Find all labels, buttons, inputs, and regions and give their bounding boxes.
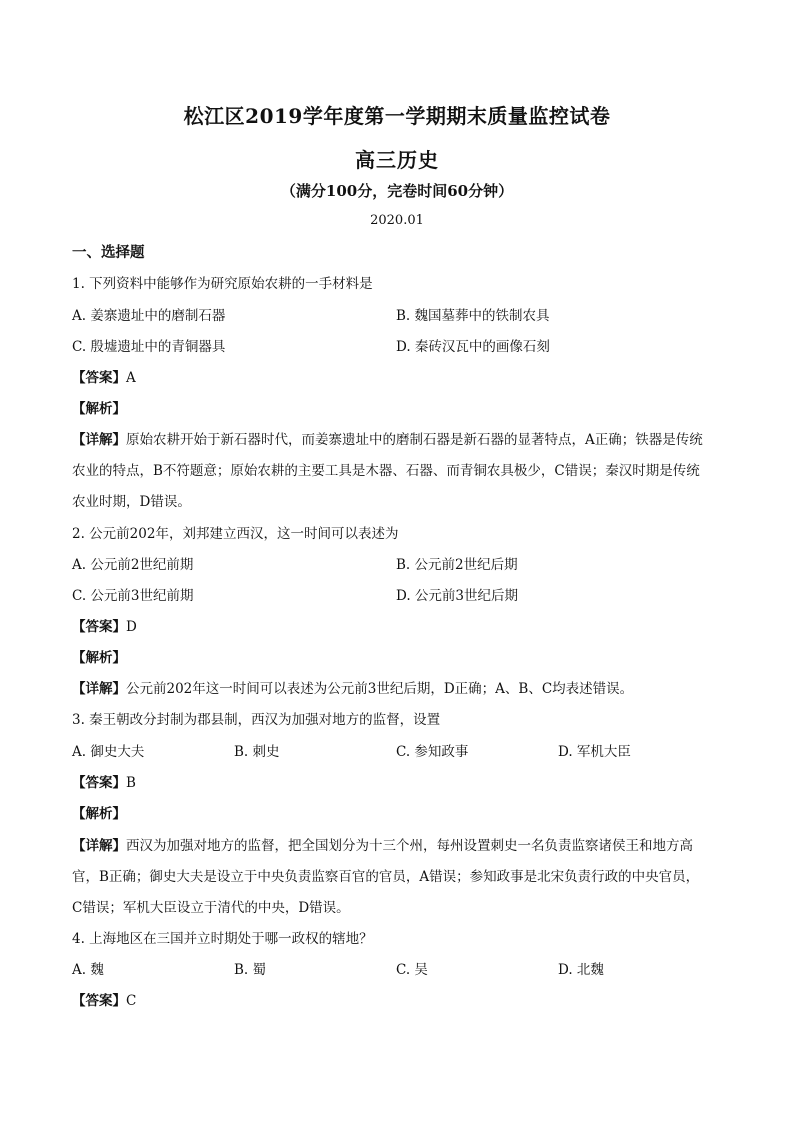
detail-label: 【详解】 xyxy=(72,432,126,448)
question-4-answer xyxy=(72,991,136,1011)
detail-label: 【详解】 xyxy=(72,681,126,697)
answer-value: A xyxy=(126,370,136,386)
question-3-detail-line-1 xyxy=(72,836,693,856)
question-2-detail-line-1 xyxy=(72,679,633,699)
question-3-analysis-label: 【解析】 xyxy=(72,806,126,822)
answer-label: 【答案】 xyxy=(72,993,126,1009)
question-3-detail-line-3: C错误；军机大臣设立于清代的中央，D错误。 xyxy=(72,900,350,916)
question-2-analysis-label: 【解析】 xyxy=(72,650,126,666)
exam-date: 2020.01 xyxy=(370,213,424,228)
question-3-option-d: D. 军机大臣 xyxy=(558,744,631,760)
question-1-option-d: D. 秦砖汉瓦中的画像石刻 xyxy=(396,339,550,355)
detail-label: 【详解】 xyxy=(72,838,126,854)
question-1-detail-line-2: 农业的特点，B不符题意；原始农耕的主要工具是木器、石器、而青铜农具极少，C错误；秦汉时期是传统 xyxy=(72,463,700,479)
question-1-answer xyxy=(72,368,136,388)
question-2-stem: 2. 公元前202年，刘邦建立西汉，这一时间可以表述为 xyxy=(72,526,399,542)
detail-text: 原始农耕开始于新石器时代，而姜寨遗址中的磨制石器是新石器的显著特点，A正确；铁器是传统 xyxy=(126,432,703,448)
question-3-stem: 3. 秦王朝改分封制为郡县制，西汉为加强对地方的监督，设置 xyxy=(72,712,441,728)
question-2-option-b: B. 公元前2世纪后期 xyxy=(396,557,518,573)
question-1-detail-line-3: 农业时期，D错误。 xyxy=(72,494,191,510)
detail-text: 西汉为加强对地方的监督，把全国划分为十三个州，每州设置刺史一名负责监察诸侯王和地方高 xyxy=(126,838,693,854)
answer-label: 【答案】 xyxy=(72,775,126,791)
question-1-option-a: A. 姜寨遗址中的磨制石器 xyxy=(72,308,226,324)
question-3-answer xyxy=(72,773,136,793)
question-2-option-d: D. 公元前3世纪后期 xyxy=(396,588,519,604)
section-title: 一、选择题 xyxy=(72,244,145,261)
question-1-detail-line-1 xyxy=(72,430,703,450)
question-1-stem: 1. 下列资料中能够作为研究原始农耕的一手材料是 xyxy=(72,276,373,292)
answer-value: B xyxy=(126,775,136,791)
exam-info: （满分100分，完卷时间60分钟） xyxy=(280,182,514,200)
exam-subject: 高三历史 xyxy=(355,148,439,172)
question-4-option-a: A. 魏 xyxy=(72,962,104,978)
answer-value: C xyxy=(126,993,137,1009)
question-3-option-a: A. 御史大夫 xyxy=(72,744,145,760)
question-4-stem: 4. 上海地区在三国并立时期处于哪一政权的辖地？ xyxy=(72,931,373,947)
question-1-analysis-label: 【解析】 xyxy=(72,401,126,417)
question-2-option-c: C. 公元前3世纪前期 xyxy=(72,588,194,604)
question-3-option-b: B. 刺史 xyxy=(234,744,280,760)
answer-value: D xyxy=(126,619,137,635)
question-2-option-a: A. 公元前2世纪前期 xyxy=(72,557,194,573)
detail-text: 公元前202年这一时间可以表述为公元前3世纪后期，D正确；A、B、C均表述错误。 xyxy=(126,681,634,697)
exam-title: 松江区2019学年度第一学期期末质量监控试卷 xyxy=(183,104,611,128)
question-3-detail-line-2: 官，B正确；御史大夫是设立于中央负责监察百官的官员，A错误；参知政事是北宋负责行政的中央官员， xyxy=(72,869,700,885)
question-1-option-c: C. 殷墟遗址中的青铜器具 xyxy=(72,339,226,355)
question-1-option-b: B. 魏国墓葬中的铁制农具 xyxy=(396,308,550,324)
question-4-option-b: B. 蜀 xyxy=(234,962,267,978)
question-3-option-c: C. 参知政事 xyxy=(396,744,469,760)
answer-label: 【答案】 xyxy=(72,370,126,386)
question-2-answer xyxy=(72,617,137,637)
question-4-option-c: C. 吴 xyxy=(396,962,428,978)
question-4-option-d: D. 北魏 xyxy=(558,962,604,978)
answer-label: 【答案】 xyxy=(72,619,126,635)
